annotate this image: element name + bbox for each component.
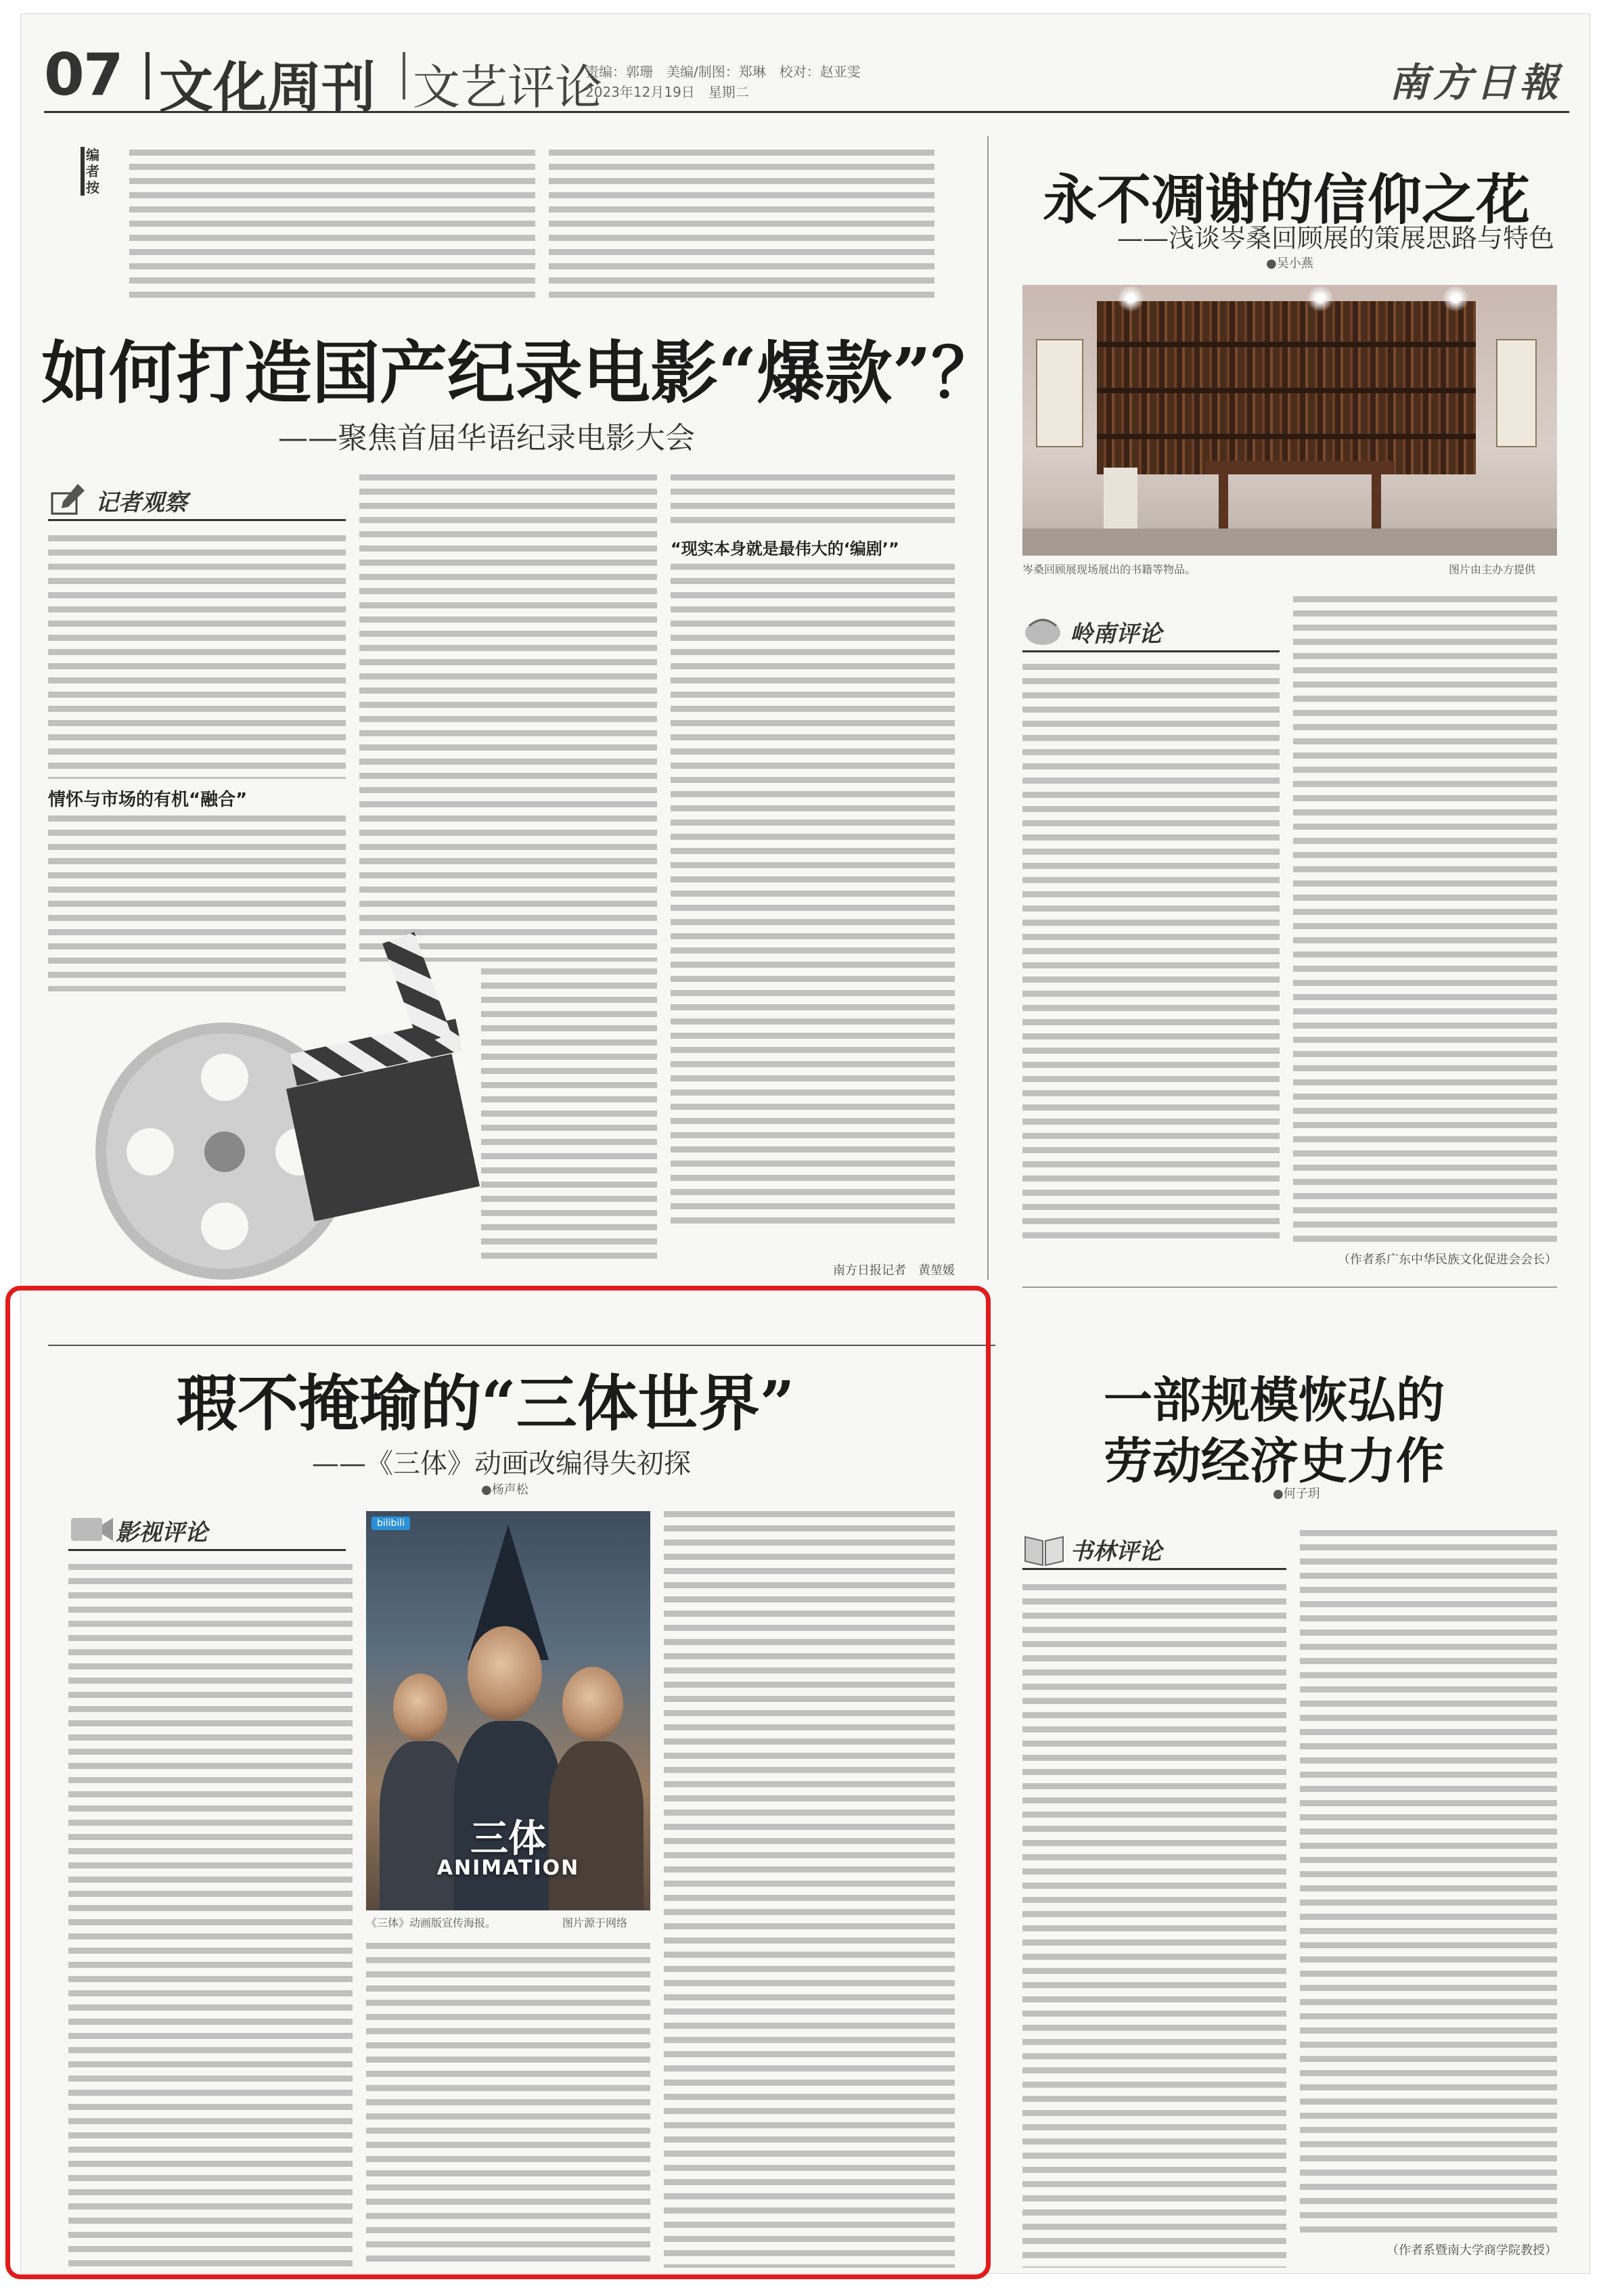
exhibition-photo-caption: 岑桑回顾展现场展出的书籍等物品。 [1022,563,1196,576]
headline-exhibition: 永不凋谢的信仰之花 [1043,168,1530,231]
column-tag-rule [48,519,346,521]
column-divider [987,136,989,1280]
masthead-divider [145,52,150,99]
labor-text-col1 [1022,1584,1286,2268]
labor-byline: ●何子玥 [1273,1487,1320,1501]
column-tag-rule-lingnan [1022,650,1280,652]
labor-credit: （作者系暨南大学商学院教授） [1386,2243,1557,2258]
exhibition-credit: （作者系广东中华民族文化促进会会长） [1338,1253,1557,1267]
column-tag-reporter: 记者观察 [95,489,187,516]
column-tag-film: 影视评论 [116,1519,208,1546]
exhibition-photo [1022,285,1557,556]
doc-credit: 南方日报记者 黄堃媛 [833,1263,955,1278]
editor-meta-line1: 责编：郭珊 美编/制图：郑琳 校对：赵亚雯 [585,64,861,80]
column-tag-book: 书林评论 [1070,1538,1162,1565]
subheadline-documentary: ——聚焦首届华语纪录电影大会 [278,421,695,455]
editor-note-text-col2 [549,150,934,298]
headline-documentary: 如何打造国产纪录电影“爆款”？ [41,333,999,413]
brush-icon [1022,612,1063,650]
pen-icon [48,480,89,520]
right-column-rule [1022,1286,1557,1288]
exhibition-byline: ●吴小燕 [1266,256,1313,271]
doc-text-col3-a [671,474,955,529]
masthead-divider-thin [403,52,405,99]
exhibition-text-col2 [1293,596,1557,1246]
book-icon [1022,1530,1066,1568]
doc-text-col1-a [48,535,346,779]
poster-credit: 图片源于网络 [562,1916,628,1929]
doc-subhead-1: 情怀与市场的有机“融合” [48,790,248,810]
doc-text-col1-b [48,815,346,991]
doc-subhead-2: “现实本身就是最伟大的‘编剧’” [671,539,899,558]
doc-text-col3-b [671,564,955,1227]
poster-badge: bilibili [371,1517,410,1530]
editor-meta [585,62,861,102]
column-tag-rule-book [1022,1568,1286,1570]
highlight-box [5,1286,991,2279]
poster-caption: 《三体》动画版宣传海报。 [366,1916,497,1929]
exhibition-photo-credit: 图片由主办方提供 [1449,563,1536,576]
subheadline-threebody: ——《三体》动画改编得失初探 [312,1448,691,1479]
headline-labor-line2: 劳动经济史力作 [1104,1432,1445,1489]
exhibition-text-col1 [1022,664,1280,1246]
column-tag-lingnan: 岭南评论 [1070,621,1162,648]
poster-subtitle-en: ANIMATION [436,1856,580,1880]
editor-meta-line2: 2023年12月19日 星期二 [585,84,749,100]
headline-labor-line1: 一部规模恢弘的 [1104,1371,1445,1429]
editor-note-text-col1 [129,150,535,298]
editor-note-tag: 编者按 [81,147,98,196]
poster-title: 三体 [470,1816,546,1861]
labor-text-col2 [1300,1530,1557,2234]
newspaper-logo: 南方日報 [1389,60,1562,106]
doc-text-col2 [359,474,657,962]
subheadline-exhibition: ——浅谈岑桑回顾展的策展思路与特色 [1117,223,1555,253]
threebody-byline: ●杨声松 [481,1483,528,1497]
masthead [44,39,1569,119]
subsection-title: 文艺评论 [413,60,602,115]
section-title: 文化周刊 [159,55,376,119]
headline-threebody: 瑕不掩瑜的“三体世界” [177,1368,795,1439]
doc-text-col2-b [481,968,657,1259]
page-number: 07 [44,41,122,109]
